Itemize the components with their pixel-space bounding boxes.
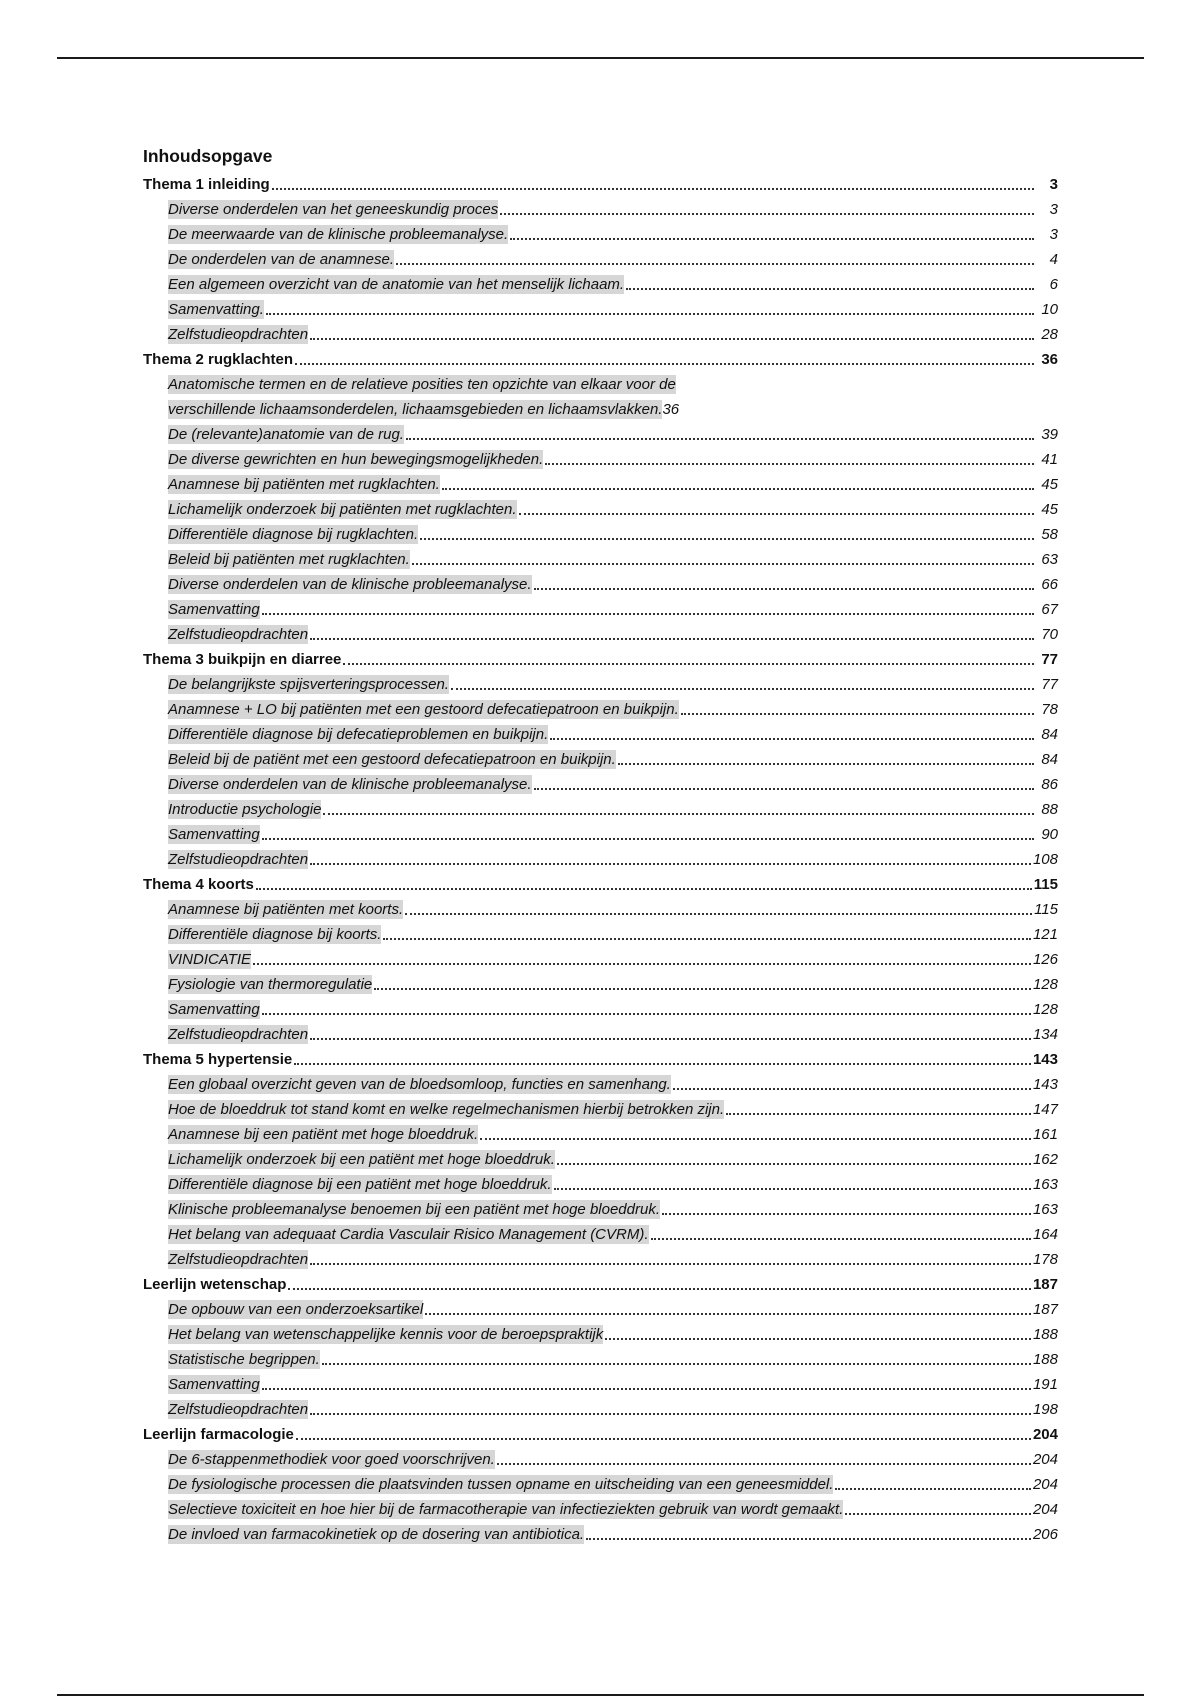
dot-leader [545, 463, 1034, 465]
toc-entry-page: 3 [1049, 176, 1058, 193]
footer-rule [57, 1694, 1144, 1696]
toc-entry-text: Leerlijn wetenschap [143, 1276, 287, 1293]
toc-entry-page: 78 [1041, 701, 1058, 718]
toc-entry-page: 4 [1049, 251, 1058, 268]
toc-entry-text: De belangrijkste spijsverteringsprocessen. [168, 676, 449, 693]
toc-entry-page: 36 [1041, 351, 1058, 368]
toc-entry-text: Thema 1 inleiding [143, 176, 270, 193]
toc-entry-text: Thema 2 rugklachten [143, 351, 294, 368]
toc-title: Inhoudsopgave [143, 146, 273, 166]
toc-entry-page: 28 [1041, 326, 1058, 343]
toc-entry-page: 188 [1032, 1351, 1058, 1368]
toc-entry-chapter[interactable] [143, 344, 1058, 369]
toc-entry-section[interactable] [143, 1319, 1058, 1344]
toc-entry-section[interactable] [143, 619, 1058, 644]
dot-leader [550, 738, 1034, 740]
toc-entry-section[interactable] [143, 1244, 1058, 1269]
toc-entry-section[interactable] [143, 569, 1058, 594]
toc-entry-text: De 6-stappenmethodiek voor goed voorschrijven. [168, 1451, 495, 1468]
dot-leader [310, 1038, 1031, 1040]
toc-entry-page: 3 [1049, 201, 1058, 218]
toc-entry-section[interactable] [143, 519, 1058, 544]
toc-entry-section[interactable] [143, 1019, 1058, 1044]
dot-leader [343, 663, 1034, 665]
dot-leader [253, 963, 1031, 965]
toc-entry-page: 77 [1041, 676, 1058, 693]
dot-leader [288, 1288, 1031, 1290]
toc-entry-text: Samenvatting [168, 1001, 260, 1018]
toc-entries [143, 169, 1058, 1544]
toc-entry-section[interactable] [143, 944, 1058, 969]
toc-entry-section[interactable] [143, 1369, 1058, 1394]
dot-leader [405, 913, 1032, 915]
toc-entry-text: Zelfstudieopdrachten [168, 1026, 309, 1043]
toc-entry-section[interactable] [143, 419, 1058, 444]
toc-entry-section[interactable] [143, 719, 1058, 744]
toc-entry-text: Zelfstudieopdrachten [168, 851, 309, 868]
toc-entry-text: Samenvatting. [168, 301, 264, 318]
dot-leader [295, 363, 1034, 365]
toc-entry-text: Anamnese + LO bij patiënten met een gestoord defecatiepatroon en buikpijn. [168, 701, 679, 718]
toc-entry-section[interactable] [143, 544, 1058, 569]
toc-entry-page: 41 [1041, 451, 1058, 468]
dot-leader [510, 238, 1034, 240]
toc-entry-page: 6 [1049, 276, 1058, 293]
toc-entry-page: 88 [1041, 801, 1058, 818]
toc-entry-text: Statistische begrippen. [168, 1351, 320, 1368]
toc-entry-section[interactable] [143, 269, 1058, 294]
toc-entry-text: Een algemeen overzicht van de anatomie van het menselijk lichaam. [168, 276, 625, 293]
dot-leader [406, 438, 1034, 440]
toc-entry-text: De invloed van farmacokinetiek op de dosering van antibiotica. [168, 1526, 585, 1543]
toc-entry-text: Samenvatting [168, 601, 260, 618]
toc-entry-section[interactable] [143, 1444, 1058, 1469]
toc-entry-text: Diverse onderdelen van de klinische probleemanalyse. [168, 776, 532, 793]
toc-entry-page: 134 [1032, 1026, 1058, 1043]
dot-leader [266, 313, 1034, 315]
toc-entry-text: Differentiële diagnose bij koorts. [168, 926, 382, 943]
toc-entry-page: 84 [1041, 726, 1058, 743]
toc-entry-section[interactable] [143, 1144, 1058, 1169]
toc-entry-text: Zelfstudieopdrachten [168, 626, 309, 643]
toc-entry-page: 45 [1041, 501, 1058, 518]
toc-entry-section[interactable] [143, 469, 1058, 494]
toc-entry-text: Lichamelijk onderzoek bij patiënten met rugklachten. [168, 501, 517, 518]
toc-entry-page: 164 [1032, 1226, 1058, 1243]
toc-entry-section[interactable] [143, 1069, 1058, 1094]
dot-leader [442, 488, 1034, 490]
dot-leader [412, 563, 1034, 565]
toc-entry-text: De fysiologische processen die plaatsvinden tussen opname en uitscheiding van een geneesmiddel. [168, 1476, 834, 1493]
toc-entry-section[interactable] [143, 1094, 1058, 1119]
toc-entry-chapter[interactable] [143, 169, 1058, 194]
toc-entry-page: 198 [1032, 1401, 1058, 1418]
toc-entry-section[interactable] [143, 694, 1058, 719]
toc-entry-section[interactable] [143, 1469, 1058, 1494]
toc-entry-chapter[interactable] [143, 869, 1058, 894]
dot-leader [480, 1138, 1031, 1140]
dot-leader [534, 588, 1034, 590]
dot-leader [845, 1513, 1031, 1515]
toc-entry-page: 204 [1032, 1451, 1058, 1468]
toc-entry-text: Anamnese bij patiënten met koorts. [168, 901, 404, 918]
toc-entry-section[interactable] [143, 894, 1058, 919]
dot-leader [310, 638, 1034, 640]
toc-entry-page: 143 [1032, 1051, 1058, 1068]
toc-entry-chapter[interactable] [143, 1044, 1058, 1069]
dot-leader [262, 1013, 1031, 1015]
toc-entry-section[interactable] [143, 494, 1058, 519]
toc-entry-chapter[interactable] [143, 1419, 1058, 1444]
dot-leader [294, 1063, 1031, 1065]
dot-leader [618, 763, 1034, 765]
toc-entry-page: 86 [1041, 776, 1058, 793]
dot-leader [557, 1163, 1031, 1165]
toc-entry-page: 58 [1041, 526, 1058, 543]
toc-entry-section[interactable] [143, 769, 1058, 794]
table-of-contents [143, 143, 1058, 1544]
toc-entry-section[interactable] [143, 1219, 1058, 1244]
dot-leader [310, 338, 1034, 340]
toc-entry-text: Selectieve toxiciteit en hoe hier bij de farmacotherapie van infectieziekten gebruik van wordt gemaakt. [168, 1501, 844, 1518]
dot-leader [296, 1438, 1031, 1440]
toc-entry-page: 36 [662, 401, 680, 418]
toc-entry-page: 90 [1041, 826, 1058, 843]
toc-entry-page: 187 [1032, 1301, 1058, 1318]
toc-entry-text: Een globaal overzicht geven van de bloedsomloop, functies en samenhang. [168, 1076, 671, 1093]
toc-entry-section[interactable] [143, 219, 1058, 244]
toc-entry-page: 121 [1032, 926, 1058, 943]
toc-entry-section[interactable] [143, 794, 1058, 819]
toc-entry-page: 206 [1032, 1526, 1058, 1543]
toc-entry-text: De opbouw van een onderzoeksartikel [168, 1301, 424, 1318]
toc-entry-section[interactable] [143, 1119, 1058, 1144]
toc-entry-text: Klinische probleemanalyse benoemen bij een patiënt met hoge bloeddruk. [168, 1201, 660, 1218]
toc-entry-text: VINDICATIE [168, 951, 252, 968]
toc-entry-section[interactable] [143, 1394, 1058, 1419]
toc-entry-section[interactable] [143, 1294, 1058, 1319]
toc-entry-page: 161 [1032, 1126, 1058, 1143]
dot-leader [586, 1538, 1031, 1540]
toc-entry-section[interactable] [143, 669, 1058, 694]
dot-leader [681, 713, 1034, 715]
toc-entry-section[interactable] [143, 244, 1058, 269]
toc-entry-page: 163 [1032, 1201, 1058, 1218]
toc-entry-section[interactable] [143, 1519, 1058, 1544]
toc-entry-text: Thema 3 buikpijn en diarree [143, 651, 342, 668]
toc-entry-text: Beleid bij patiënten met rugklachten. [168, 551, 410, 568]
dot-leader [673, 1088, 1031, 1090]
dot-leader [651, 1238, 1031, 1240]
toc-entry-section[interactable] [143, 1494, 1058, 1519]
toc-entry-page: 178 [1032, 1251, 1058, 1268]
toc-entry-page: 3 [1049, 226, 1058, 243]
toc-entry-page: 10 [1041, 301, 1058, 318]
toc-entry-section[interactable] [143, 294, 1058, 319]
toc-entry-text: Anamnese bij een patiënt met hoge bloeddruk. [168, 1126, 479, 1143]
toc-entry-text: Zelfstudieopdrachten [168, 1401, 309, 1418]
toc-entry-text: Differentiële diagnose bij een patiënt met hoge bloeddruk. [168, 1176, 552, 1193]
dot-leader [383, 938, 1031, 940]
toc-entry-text: Zelfstudieopdrachten [168, 1251, 309, 1268]
dot-leader [835, 1488, 1031, 1490]
toc-entry-text: Leerlijn farmacologie [143, 1426, 294, 1443]
dot-leader [272, 188, 1034, 190]
toc-entry-text: Diverse onderdelen van het geneeskundig proces [168, 201, 499, 218]
toc-entry-text: Het belang van wetenschappelijke kennis voor de beroepspraktijk [168, 1326, 604, 1343]
dot-leader [256, 888, 1032, 890]
dot-leader [497, 1463, 1031, 1465]
dot-leader [420, 538, 1034, 540]
toc-entry-page: 70 [1041, 626, 1058, 643]
toc-entry-text: Anatomische termen en de relatieve posities ten opzichte van elkaar voor de [168, 376, 676, 393]
toc-entry-text: Hoe de bloeddruk tot stand komt en welke regelmechanismen hierbij betrokken zijn. [168, 1101, 725, 1118]
toc-entry-page: 147 [1032, 1101, 1058, 1118]
toc-entry-text: Het belang van adequaat Cardia Vasculair Risico Management (CVRM). [168, 1226, 649, 1243]
header-rule [57, 57, 1144, 59]
toc-entry-text: Introductie psychologie [168, 801, 322, 818]
toc-entry-page: 126 [1032, 951, 1058, 968]
toc-entry-section[interactable] [143, 1194, 1058, 1219]
toc-entry-text: Samenvatting [168, 1376, 260, 1393]
toc-entry-text: Zelfstudieopdrachten [168, 326, 309, 343]
toc-entry-page: 108 [1032, 851, 1058, 868]
toc-entry-page: 187 [1032, 1276, 1058, 1293]
dot-leader [554, 1188, 1031, 1190]
dot-leader [310, 863, 1031, 865]
toc-entry-section[interactable] [143, 819, 1058, 844]
toc-entry-page: 204 [1032, 1501, 1058, 1518]
toc-entry-page: 163 [1032, 1176, 1058, 1193]
toc-entry-page: 128 [1032, 976, 1058, 993]
toc-entry-section[interactable] [143, 1169, 1058, 1194]
toc-entry-text: Differentiële diagnose bij defecatieproblemen en buikpijn. [168, 726, 549, 743]
toc-entry-section[interactable] [143, 194, 1058, 219]
dot-leader [500, 213, 1034, 215]
toc-entry-text: Anamnese bij patiënten met rugklachten. [168, 476, 440, 493]
toc-entry-page: 204 [1032, 1426, 1058, 1443]
toc-entry-text: Differentiële diagnose bij rugklachten. [168, 526, 419, 543]
dot-leader [726, 1113, 1031, 1115]
dot-leader [323, 813, 1034, 815]
dot-leader [322, 1363, 1031, 1365]
toc-entry-text: Thema 4 koorts [143, 876, 254, 893]
toc-entry-page: 45 [1041, 476, 1058, 493]
toc-entry-section[interactable] [143, 319, 1058, 344]
toc-entry-page: 115 [1034, 901, 1058, 918]
toc-entry-section[interactable] [143, 744, 1058, 769]
dot-leader [262, 838, 1034, 840]
toc-entry-section[interactable] [143, 444, 1058, 469]
toc-entry-page: 204 [1032, 1476, 1058, 1493]
toc-entry-section[interactable] [143, 969, 1058, 994]
toc-entry-text: De meerwaarde van de klinische probleemanalyse. [168, 226, 509, 243]
toc-entry-text: Thema 5 hypertensie [143, 1051, 293, 1068]
dot-leader [626, 288, 1034, 290]
toc-entry-page: 143 [1032, 1076, 1058, 1093]
toc-entry-text: Fysiologie van thermoregulatie [168, 976, 373, 993]
toc-entry-chapter[interactable] [143, 1269, 1058, 1294]
toc-entry-text: Diverse onderdelen van de klinische probleemanalyse. [168, 576, 532, 593]
dot-leader [605, 1338, 1031, 1340]
toc-entry-page: 115 [1033, 876, 1058, 893]
toc-entry-section[interactable] [143, 594, 1058, 619]
toc-entry-section[interactable] [143, 1344, 1058, 1369]
toc-entry-page: 39 [1041, 426, 1058, 443]
toc-entry-page: 162 [1032, 1151, 1058, 1168]
dot-leader [396, 263, 1034, 265]
dot-leader [451, 688, 1034, 690]
toc-entry-text: Lichamelijk onderzoek bij een patiënt met hoge bloeddruk. [168, 1151, 555, 1168]
toc-entry-page: 67 [1041, 601, 1058, 618]
dot-leader [519, 513, 1034, 515]
toc-entry-page: 63 [1041, 551, 1058, 568]
toc-entry-text: De diverse gewrichten en hun bewegingsmogelijkheden. [168, 451, 544, 468]
dot-leader [310, 1413, 1031, 1415]
toc-entry-section[interactable] [143, 369, 1058, 419]
toc-entry-section[interactable] [143, 919, 1058, 944]
toc-entry-page: 191 [1032, 1376, 1058, 1393]
toc-entry-chapter[interactable] [143, 644, 1058, 669]
toc-entry-text: verschillende lichaamsonderdelen, lichaamsgebieden en lichaamsvlakken. [168, 401, 663, 418]
toc-entry-page: 188 [1032, 1326, 1058, 1343]
toc-entry-page: 128 [1032, 1001, 1058, 1018]
toc-entry-text: Samenvatting [168, 826, 260, 843]
dot-leader [310, 1263, 1031, 1265]
dot-leader [262, 1388, 1031, 1390]
dot-leader [534, 788, 1034, 790]
dot-leader [374, 988, 1031, 990]
dot-leader [425, 1313, 1031, 1315]
dot-leader [662, 1213, 1031, 1215]
toc-entry-text: De onderdelen van de anamnese. [168, 251, 394, 268]
dot-leader [262, 613, 1034, 615]
toc-entry-page: 77 [1041, 651, 1058, 668]
toc-entry-page: 66 [1041, 576, 1058, 593]
toc-entry-text: De (relevante)anatomie van de rug. [168, 426, 404, 443]
toc-entry-page: 84 [1041, 751, 1058, 768]
toc-entry-section[interactable] [143, 994, 1058, 1019]
toc-entry-text: Beleid bij de patiënt met een gestoord defecatiepatroon en buikpijn. [168, 751, 616, 768]
toc-entry-section[interactable] [143, 844, 1058, 869]
